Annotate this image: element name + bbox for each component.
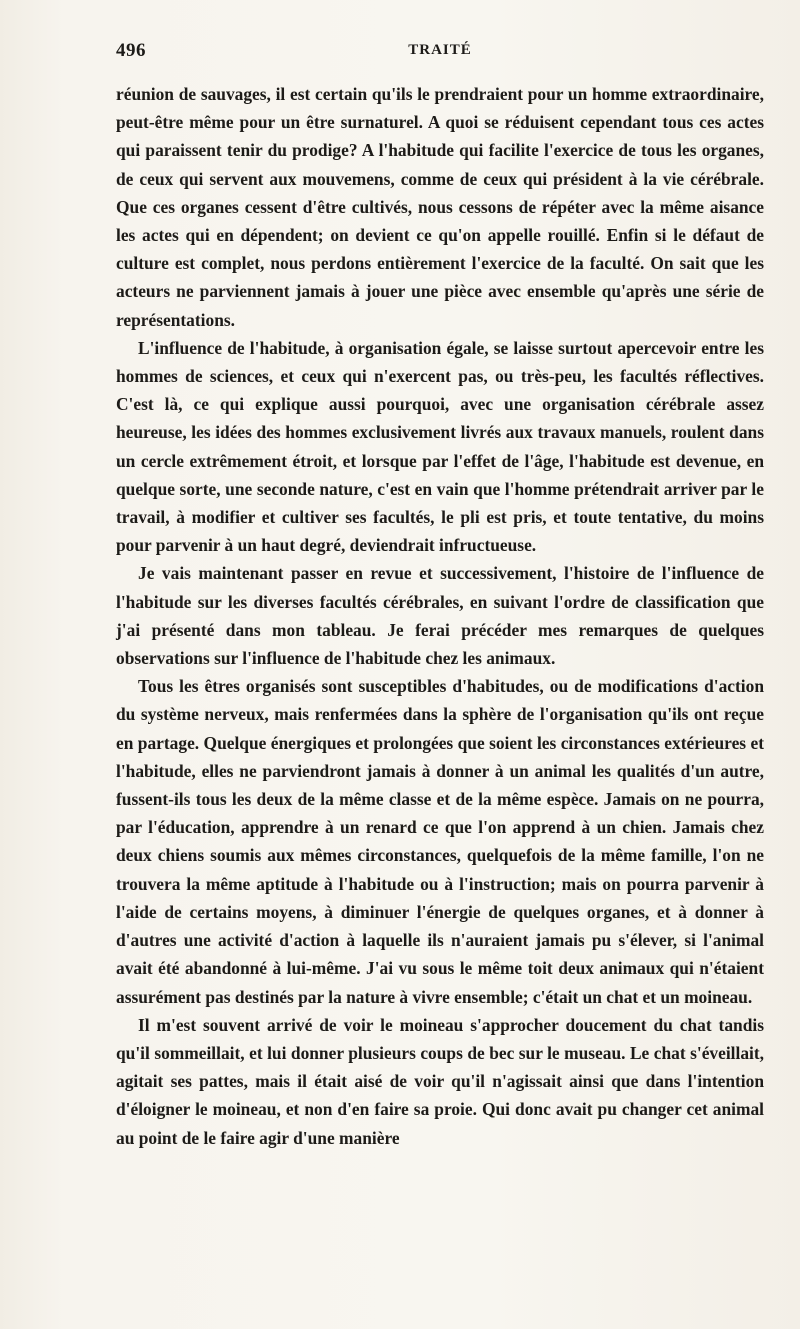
paragraph-1: réunion de sauvages, il est certain qu'ils le prendraient pour un homme extraordinaire, peut-être même pour un être surnaturel. A quoi se réduisent cependant tous ces actes qui paraissent tenir du prodige? A l'habitude qui facilite l'exercice de tous les organes, de ceux qui servent aux mouvemens, comme de ceux qui président à la vie cérébrale. Que ces organes cessent d'être cultivés, nous cessons de répéter avec la même aisance les actes qui en dépendent; on devient ce qu'on appelle rouillé. Enfin si le défaut de culture est complet, nous perdons entièrement l'exercice de la faculté. On sait que les acteurs ne parviennent jamais à jouer une pièce avec ensemble qu'après une série de représentations. [116,84,764,330]
page-number: 496 [116,40,146,61]
body-text [116,80,764,1152]
paragraph-5: Il m'est souvent arrivé de voir le moineau s'approcher doucement du chat tandis qu'il sommeillait, et lui donner plusieurs coups de bec sur le museau. Le chat s'éveillait, agitait ses pattes, mais il était aisé de voir qu'il n'agissait ainsi que dans l'intention d'éloigner le moineau, et non d'en faire sa proie. Qui donc avait pu changer cet animal au point de le faire agir d'une manière [116,1014,764,1148]
paragraph-2: L'influence de l'habitude, à organisation égale, se laisse surtout apercevoir entre les hommes de sciences, et ceux qui n'exercent pas, ou très-peu, les facultés réflectives. C'est là, ce qui explique aussi pourquoi, avec une organisation cérébrale assez heureuse, les idées des hommes exclusivement livrés aux travaux manuels, roulent dans un cercle extrêmement étroit, et lorsque par l'effet de l'âge, l'habitude est devenue, en quelque sorte, une seconde nature, c'est en vain que l'homme prétendrait arriver par le travail, à modifier et cultiver ses facultés, le pli est pris, et toute tentative, du moins pour parvenir à un haut degré, deviendrait infructueuse. [116,337,764,556]
running-head [116,20,764,60]
paragraph-3: Je vais maintenant passer en revue et successivement, l'histoire de l'influence de l'habitude sur les diverses facultés cérébrales, en suivant l'ordre de classification que j'ai présenté dans mon tableau. Je ferai précéder mes remarques de quelques observations sur l'influence de l'habitude chez les animaux. [116,563,764,669]
running-title: TRAITÉ [408,42,472,58]
paragraph-4: Tous les êtres organisés sont susceptibles d'habitudes, ou de modifications d'action du système nerveux, mais renfermées dans la sphère de l'organisation qu'ils ont reçue en partage. Quelque énergiques et prolongées que soient les circonstances extérieures et l'habitude, elles ne parviendront jamais à donner à un animal les qualités d'un autre, fussent-ils tous les deux de la même classe et de la même espèce. Jamais on ne pourra, par l'éducation, apprendre à un renard ce que l'on apprend à un chien. Jamais chez deux chiens soumis aux mêmes circonstances, quelquefois de la même famille, l'on ne trouvera la même aptitude à l'habitude ou à l'instruction; mais on pourra parvenir à l'aide de certains moyens, à diminuer l'énergie de quelques organes, et à donner à d'autres une activité d'action à laquelle ils n'auraient jamais pu s'élever, si l'animal avait été abandonné à lui-même. J'ai vu sous le même toit deux animaux qui n'étaient assurément pas destinés par la nature à vivre ensemble; c'était un chat et un moineau. [116,676,764,1007]
